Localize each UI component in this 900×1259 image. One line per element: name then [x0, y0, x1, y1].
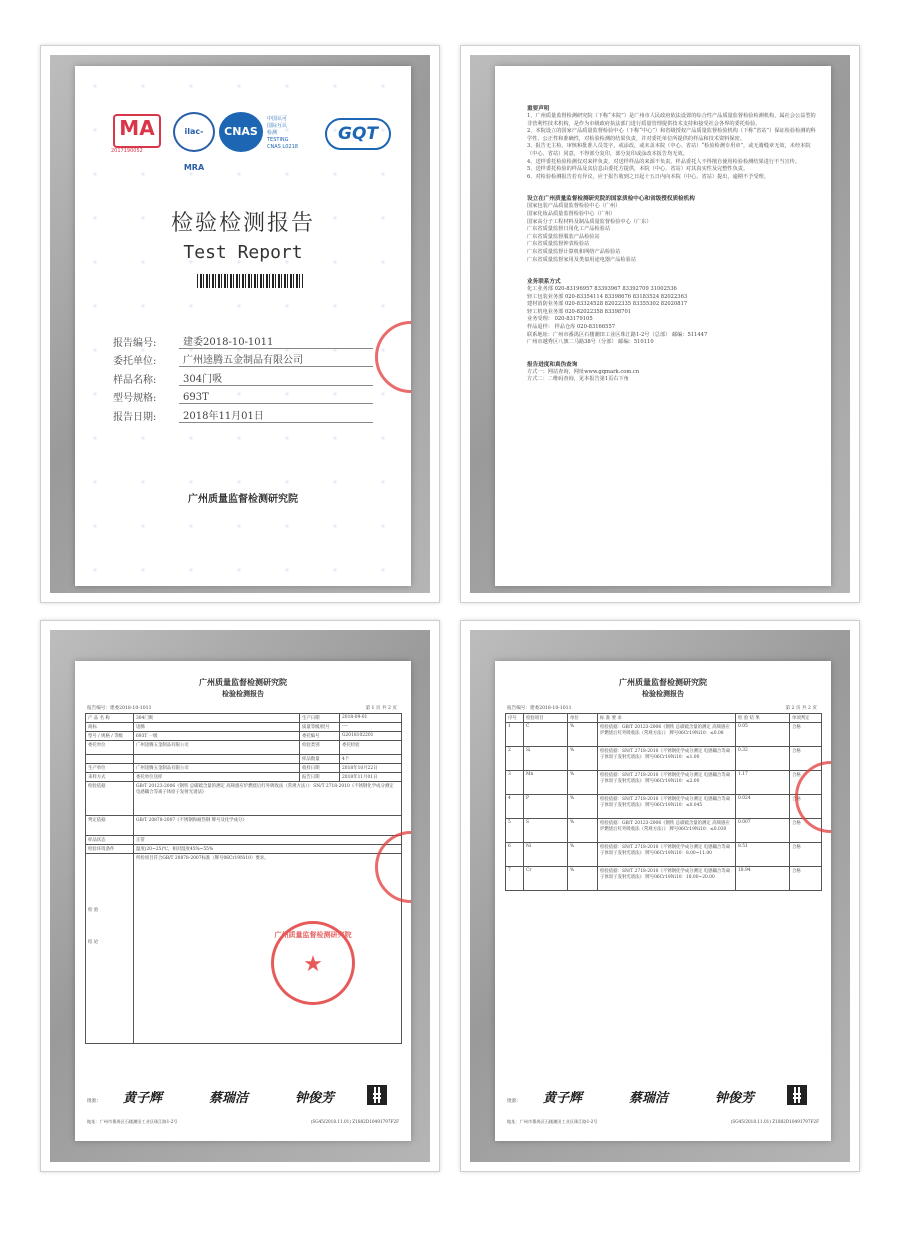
- table-row: 检验依据 GB/T 20123-2006《钢铁 总碳硫含量的测定 高频感应炉燃烧后红外吸收法（常规方法）》 SN/T 2718-2010《不锈钢化学成分测定 电感耦合等离子体原子发射光谱法》: [86, 782, 402, 816]
- center-item: 国家高分子工程材料及制品质量监督检验中心（广东）: [527, 218, 652, 225]
- page1-page-info: 第 1 页 共 2 页: [365, 706, 397, 711]
- signature: 黄子辉: [543, 1091, 583, 1106]
- table-row: 2 Si % 检验依据：SN/T 2718-2010《不锈钢化学成分测定 电感耦合等离子体原子发射光谱法》 牌号06Cr19Ni10：≤1.00 0.32 合格: [506, 747, 822, 771]
- contact-item: 业务受理： 020-83179105: [527, 316, 593, 323]
- cma-number: 2017190052: [111, 148, 143, 154]
- report-page2-frame: [460, 620, 860, 1172]
- info-row: 委托单位: 广州逵腾五金制品有限公司: [113, 349, 373, 368]
- notice-item: 5、送样委托检验的样品及其信息由委托方提供，本院（中心、省站）对其真实性及完整性负责。: [527, 166, 749, 173]
- page2-org: 广州质量监督检测研究院: [619, 677, 707, 687]
- signature: 蔡瑞洁: [629, 1091, 669, 1106]
- table-row: 判定依据 GB/T 20878-2007《不锈钢和耐热钢 牌号及化学成分》: [86, 816, 402, 836]
- contact-item: 广州市越秀区八旗二马路38号（分部） 邮编：510110: [527, 339, 654, 346]
- footer-code: (SG45/2018.11.01) Z1882D10491797F2F: [310, 1119, 399, 1124]
- footer-code: (SG45/2018.11.01) Z1882D10491797F2F: [730, 1119, 819, 1124]
- signature: 钟俊芳: [295, 1091, 335, 1106]
- table-row: 7 Cr % 检验依据：SN/T 2718-2010《不锈钢化学成分测定 电感耦合等离子体原子发射光谱法》 牌号06Cr19Ni10：18.00~20.00 18.94 合格: [506, 867, 822, 891]
- seam-seal: [375, 321, 411, 393]
- info-row: 报告编号: 建委2018-10-1011: [113, 330, 373, 349]
- table-row: 委托单位 广州逵腾五金制品有限公司 检验类别 委托检验: [86, 741, 402, 755]
- contact-item: 联系地址：广州市番禺区石楼潮田工业区珠江路1-2号（总部） 邮编：511447: [527, 331, 708, 338]
- notice-item: 2、本院设立的国家产品质量监督检验中心（下称“中心”）和省级授权产品质量监督检验机构（下称“省站”）保证检验检测的科学性、公正性和准确性，对检验检测的结果负责，并对委托单位所提供的样品和技术资料保密。: [527, 128, 816, 142]
- table-row: 5 S % 检验依据：GB/T 20123-2006《钢铁 总碳硫含量的测定 高频感应炉燃烧后红外吸收法（常规方法）》 牌号06Cr19Ni10：≤0.030 0.007 合格: [506, 819, 822, 843]
- contact-item: 轻工包装业务部 020-83354114 83398676 83183524 82022363: [527, 293, 688, 300]
- page2-report-no: 报告编号：建委2018-10-1011: [507, 706, 572, 711]
- center-item: 广东省质量监督计算机和网络产品检验站: [527, 248, 621, 255]
- info-row: 样品名称: 304门吸: [113, 367, 373, 386]
- qr-code-icon: [367, 1085, 387, 1105]
- footer-address: 地址：广州市番禺区石楼潮田工业区珠江路1-2号: [87, 1119, 178, 1124]
- star-icon: ★: [303, 952, 323, 977]
- page2-title: 检验检测报告: [642, 689, 684, 698]
- table-row: 4 P % 检验依据：SN/T 2718-2010《不锈钢化学成分测定 电感耦合等离子体原子发射光谱法》 牌号06Cr19Ni10：≤0.045 0.024 合格: [506, 795, 822, 819]
- qr-code-icon: [787, 1085, 807, 1105]
- cover-sheet: [75, 66, 411, 586]
- table-row: 样品状态 正常: [86, 836, 402, 845]
- table-header: 序号 检验项目 单位 标 准 要 求 检 验 结 果 单项判定: [506, 714, 822, 723]
- page2-sheet: [495, 661, 831, 1141]
- table-row: 检验环境条件 温度(20~25)℃，相对湿度45%~55%: [86, 845, 402, 854]
- signature: 黄子辉: [123, 1091, 163, 1106]
- centers-heading: 设立在广州质量监督检测研究院的国家质检中心和省级授权质检机构: [527, 196, 695, 203]
- barcode: [197, 274, 303, 288]
- info-row: 型号规格: 693T: [113, 386, 373, 405]
- table-row: 商标 逵腾 质量等级/批号 ----: [86, 723, 402, 732]
- query-item: 方式一：网站查询，网址www.gqmark.com.cn: [527, 368, 640, 375]
- table-row: 生产单位 广州逵腾五金制品有限公司 收样日期 2018年10月22日: [86, 764, 402, 773]
- table-row: 1 C % 检验依据：GB/T 20123-2006《钢铁 总碳硫含量的测定 高频感应炉燃烧后红外吸收法（常规方法）》 牌号06Cr19Ni10：≤0.08 0.05 合格: [506, 723, 822, 747]
- cma-logo: MA: [113, 114, 161, 148]
- info-row: 报告日期: 2018年11月01日: [113, 404, 373, 423]
- page1-sheet: [75, 661, 411, 1141]
- notice-sheet: [495, 66, 831, 586]
- notice-text: [527, 100, 817, 384]
- cover-info: [113, 330, 373, 423]
- notice-item: 1、广州质量监督检测研究院（下称“本院”）是广州市人民政府依法设置的综合性产品质量监督检验检测机构，属社会公益型的非营利性技术机构，是作为市级政府执法部门进行质量管理提供技术支持和接受社会各界的委托检验。: [527, 113, 816, 127]
- query-item: 方式二：二维码查询，见本报告第1页右下角: [527, 376, 629, 383]
- center-item: 广东省质量监督服装产品检验站: [527, 233, 600, 240]
- notice-item: 6、对检验检测报告若有异议，应于报告收到之日起十五日内向本院（中心、省站）提出，逾期不予受理。: [527, 173, 769, 180]
- contact-item: 轻工机电业务部 020-82022358 83398701: [527, 308, 632, 315]
- center-item: 广东省质量监督家用及类似用途电器产品检验站: [527, 256, 636, 263]
- table-row: 检 验 结 论 所检项目符合GB/T 20878-2007标准（牌号06Cr19Ni10）要求。: [86, 854, 402, 1044]
- gqt-logo: GQT: [325, 118, 391, 150]
- center-item: 国家包装产品质量监督检验中心（广州）: [527, 203, 621, 210]
- signature: 钟俊芳: [715, 1091, 755, 1106]
- table-row: 来样方式 委托单位送样 报告日期 2018年11月01日: [86, 773, 402, 782]
- page2-results-table: [505, 713, 822, 891]
- page1-report-no: 报告编号：建委2018-10-1011: [87, 706, 152, 711]
- table-row: 型号 / 规格 / 等级 693T 一级 委托编号 G2018102201: [86, 732, 402, 741]
- accreditation-logos: [111, 108, 383, 172]
- cover-title-en: Test Report: [183, 242, 303, 263]
- center-item: 广东省质量监督日用化工产品检验站: [527, 226, 611, 233]
- contact-item: 样品退样： 样品仓库 020-83166557: [527, 324, 616, 331]
- contact-item: 化工业务部 020-83196957 83393967 83392709 31002536: [527, 286, 677, 293]
- notice-heading: 重要声明: [527, 106, 550, 112]
- official-stamp: 广州质量监督检测研究院 ★: [271, 921, 355, 1005]
- page1-title: 检验检测报告: [222, 689, 264, 698]
- notice-frame: [460, 45, 860, 603]
- cover-org: 广州质量监督检测研究院: [188, 494, 298, 505]
- approver-label: 批准：: [507, 1099, 522, 1104]
- contact-heading: 业务联系方式: [527, 279, 561, 286]
- center-item: 广东省质量监督钟表检验站: [527, 241, 590, 248]
- center-item: 国家化妆品质量监督检验中心（广州）: [527, 210, 616, 217]
- notice-item: 4、送样委托检验检测仅对来样负责，对送样样品的来源不负责，样品委托人不得擅自使用检验检测结果进行不当宣传。: [527, 158, 801, 165]
- ilac-logo: ilac-MRA: [173, 112, 215, 152]
- notice-item: 3、报告无主检、审核和批准人员签字，或涂改，或未盖本院（中心、省站）“检验检测专用章”，或无骑缝章无效，未经本院（中心、省站）同意，不得部分复印，部分复印或涂改本报告均无效。: [527, 143, 811, 157]
- cover-frame: [40, 45, 440, 603]
- cnas-caption: 中国认可 国际互认 检测 TESTING CNAS L0218: [267, 116, 298, 150]
- page1-org: 广州质量监督检测研究院: [199, 677, 287, 687]
- table-row: 6 Ni % 检验依据：SN/T 2718-2010《不锈钢化学成分测定 电感耦合等离子体原子发射光谱法》 牌号06Cr19Ni10：8.00~11.00 8.51 合格: [506, 843, 822, 867]
- report-page1-frame: [40, 620, 440, 1172]
- cnas-logo: CNAS: [219, 112, 263, 152]
- footer-address: 地址：广州市番禺区石楼潮田工业区珠江路1-2号: [507, 1119, 598, 1124]
- table-row: 产 品 名 称 304门吸 生产日期 2018-09-01: [86, 714, 402, 723]
- cover-title-cn: 检验检测报告: [170, 211, 315, 236]
- page1-info-table: [85, 713, 402, 1044]
- table-row: 样品数量 4个: [86, 755, 402, 764]
- signature: 蔡瑞洁: [209, 1091, 249, 1106]
- approver-label: 批准：: [87, 1099, 102, 1104]
- contact-item: 建材消防业务部 020-83324528 82022335 83355302 82020817: [527, 301, 688, 308]
- table-row: 3 Mn % 检验依据：SN/T 2718-2010《不锈钢化学成分测定 电感耦合等离子体原子发射光谱法》 牌号06Cr19Ni10：≤2.00 1.17 合格: [506, 771, 822, 795]
- query-heading: 报告进度和真伪查询: [527, 361, 578, 368]
- page2-page-info: 第 2 页 共 2 页: [785, 706, 817, 711]
